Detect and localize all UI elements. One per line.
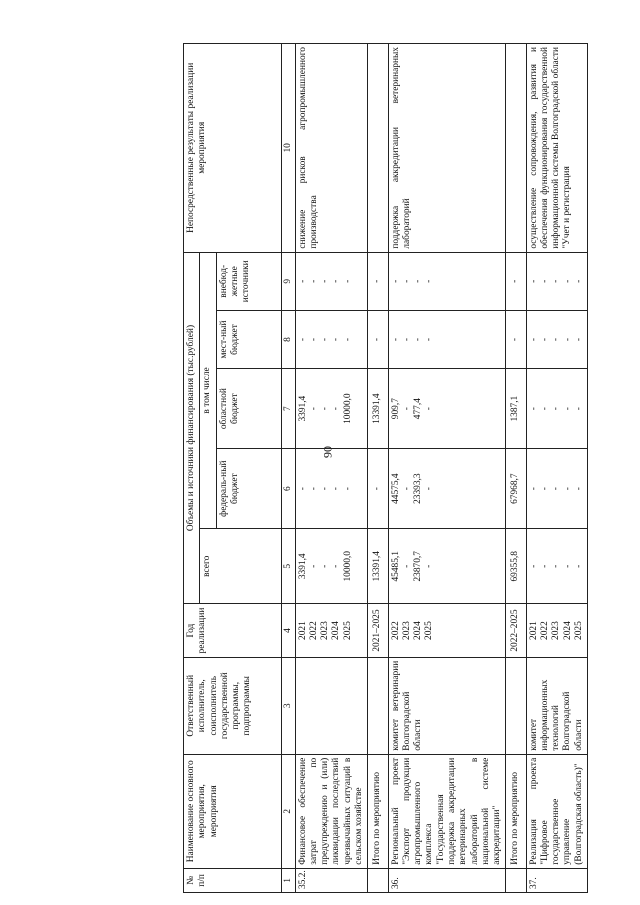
value: - xyxy=(562,337,573,342)
federal-cell xyxy=(388,449,506,529)
value: - xyxy=(539,279,550,283)
value: 23393,3 xyxy=(413,473,424,504)
total-label: Итого по мероприятию xyxy=(368,754,388,868)
value: 3391,4 xyxy=(297,395,308,422)
col-number: 8 xyxy=(281,310,295,368)
year: 2023 xyxy=(551,621,562,640)
value: - xyxy=(401,407,412,411)
extra-cell xyxy=(388,252,506,310)
col-number: 3 xyxy=(281,657,295,754)
total-years: 2021–2025 xyxy=(368,604,388,657)
value: - xyxy=(297,279,308,283)
header-financing: Объемы и источники финансирования (тыс.рублей) xyxy=(184,252,200,604)
table-row-total xyxy=(368,44,388,893)
col-number: 7 xyxy=(281,369,295,449)
value: - xyxy=(342,487,353,491)
col-number: 6 xyxy=(281,449,295,529)
header-local: мест-ный бюджет xyxy=(216,310,281,368)
col-number: 9 xyxy=(281,252,295,310)
value: - xyxy=(413,337,424,342)
header-results: Непосредственные результаты реализации мероприятия xyxy=(184,44,282,253)
result-text: поддержка аккредитации ветеринарных лабораторий xyxy=(388,44,506,253)
federal-cell xyxy=(526,449,587,529)
total-cell xyxy=(295,529,368,604)
value: - xyxy=(401,487,412,491)
value: - xyxy=(297,337,308,342)
value: - xyxy=(551,487,562,491)
total-sum: 69355,8 xyxy=(506,529,526,604)
year: 2025 xyxy=(342,621,353,640)
year: 2024 xyxy=(331,621,342,640)
years-cell xyxy=(388,604,506,657)
column-number-row xyxy=(281,44,295,893)
value: - xyxy=(390,337,401,342)
col-number: 10 xyxy=(281,44,295,253)
activity-name: Региональный проект "Экспорт продукции агропромышленного комплекса "Государственная поддержка аккредитации ветеринарных лабораторий в национальной системе аккредитации" xyxy=(388,754,506,868)
value: - xyxy=(573,564,584,568)
header-regional: областной бюджет xyxy=(216,369,281,449)
value: - xyxy=(539,564,550,568)
value: - xyxy=(539,337,550,342)
header-name: Наименование основного мероприятия, мероприятия xyxy=(184,754,282,868)
total-regional: 13391,4 xyxy=(368,369,388,449)
year: 2024 xyxy=(562,621,573,640)
total-regional: 1387,1 xyxy=(506,369,526,449)
value: - xyxy=(401,279,412,283)
result-text: осуществление сопровождения, развития и обеспечения функционирования государственной информационной системы Волгоградской области "Учет и регистрация xyxy=(526,44,587,253)
header-total: всего xyxy=(200,529,281,604)
value: - xyxy=(528,487,539,491)
total-years: 2022–2025 xyxy=(506,604,526,657)
value: - xyxy=(308,337,319,342)
responsible: комитет ветеринарии Волгоградской области xyxy=(388,657,506,754)
col-number: 2 xyxy=(281,754,295,868)
rotated-table-container xyxy=(183,43,628,893)
total-extra: - xyxy=(506,252,526,310)
col-number: 1 xyxy=(281,868,295,892)
value: - xyxy=(320,487,331,491)
value: - xyxy=(528,279,539,283)
responsible: комитет информационных технологий Волгоградской области xyxy=(526,657,587,754)
value: 45485,1 xyxy=(390,551,401,582)
col-number: 5 xyxy=(281,529,295,604)
value: - xyxy=(331,407,342,411)
local-cell xyxy=(295,310,368,368)
value: - xyxy=(320,337,331,342)
value: - xyxy=(413,279,424,283)
year: 2021 xyxy=(528,621,539,640)
years-cell xyxy=(295,604,368,657)
value: 44575,4 xyxy=(390,473,401,504)
regional-cell xyxy=(295,369,368,449)
value: - xyxy=(424,337,435,342)
value: - xyxy=(573,487,584,491)
extra-cell xyxy=(526,252,587,310)
value: - xyxy=(308,564,319,568)
year: 2021 xyxy=(297,621,308,640)
value: - xyxy=(424,279,435,283)
year: 2023 xyxy=(320,621,331,640)
activity-name: Реализация проекта "Цифровое государственное управление (Волгоградская область)" xyxy=(526,754,587,868)
year: 2023 xyxy=(401,621,412,640)
total-label: Итого по мероприятию xyxy=(506,754,526,868)
value: - xyxy=(331,279,342,283)
row-number: 37. xyxy=(526,868,587,892)
value: - xyxy=(551,337,562,342)
value: - xyxy=(342,337,353,342)
header-num: № п/п xyxy=(184,868,282,892)
value: - xyxy=(331,337,342,342)
result-text: снижение рисков агропромышленного производства xyxy=(295,44,368,253)
value: - xyxy=(551,564,562,568)
program-table xyxy=(183,43,588,893)
row-number: 35.2. xyxy=(295,868,368,892)
value: - xyxy=(297,487,308,491)
responsible xyxy=(295,657,368,754)
activity-name: Финансовое обеспечение затрат по предупреждению и (или) ликвидации последствий чрезвычайных ситуаций в сельском хозяйстве xyxy=(295,754,368,868)
value: 23870,7 xyxy=(413,551,424,582)
header-year: Год реализации xyxy=(184,604,282,657)
value: - xyxy=(573,407,584,411)
year: 2025 xyxy=(573,621,584,640)
total-cell xyxy=(526,529,587,604)
total-extra: - xyxy=(368,252,388,310)
federal-cell xyxy=(295,449,368,529)
table-row xyxy=(295,44,368,893)
value: - xyxy=(424,487,435,491)
value: - xyxy=(308,279,319,283)
year: 2022 xyxy=(308,621,319,640)
value: - xyxy=(331,564,342,568)
year: 2024 xyxy=(413,621,424,640)
table-row-total xyxy=(506,44,526,893)
col-number: 4 xyxy=(281,604,295,657)
years-cell xyxy=(526,604,587,657)
header-responsible: Ответственный исполнитель, соисполнитель государственной программы, подпрограммы xyxy=(184,657,282,754)
table-row xyxy=(526,44,587,893)
local-cell xyxy=(526,310,587,368)
value: - xyxy=(424,407,435,411)
value: - xyxy=(331,487,342,491)
value: - xyxy=(308,407,319,411)
value: - xyxy=(551,407,562,411)
value: - xyxy=(573,279,584,283)
year: 2022 xyxy=(539,621,550,640)
total-local: - xyxy=(506,310,526,368)
value: - xyxy=(573,337,584,342)
table-row xyxy=(388,44,506,893)
value: - xyxy=(528,564,539,568)
header-extra: внебюд-жетные источники xyxy=(216,252,281,310)
header-including: в том числе xyxy=(200,252,216,529)
local-cell xyxy=(388,310,506,368)
header-federal: федераль-ный бюджет xyxy=(216,449,281,529)
total-federal: 67968,7 xyxy=(506,449,526,529)
value: - xyxy=(401,564,412,568)
value: - xyxy=(320,407,331,411)
total-local: - xyxy=(368,310,388,368)
total-federal: - xyxy=(368,449,388,529)
value: - xyxy=(551,279,562,283)
value: - xyxy=(528,407,539,411)
value: - xyxy=(401,337,412,342)
value: - xyxy=(562,487,573,491)
year: 2022 xyxy=(390,621,401,640)
page-number: 90 xyxy=(320,446,335,458)
regional-cell xyxy=(388,369,506,449)
total-sum: 13391,4 xyxy=(368,529,388,604)
extra-cell xyxy=(295,252,368,310)
value: - xyxy=(562,407,573,411)
value: 3391,4 xyxy=(297,553,308,580)
value: 477,4 xyxy=(413,398,424,420)
total-cell xyxy=(388,529,506,604)
value: - xyxy=(562,279,573,283)
value: - xyxy=(320,279,331,283)
value: 909,7 xyxy=(390,398,401,420)
value: 10000,0 xyxy=(342,393,353,424)
value: 10000,0 xyxy=(342,551,353,582)
value: - xyxy=(320,564,331,568)
value: - xyxy=(390,279,401,283)
value: - xyxy=(562,564,573,568)
value: - xyxy=(528,337,539,342)
value: - xyxy=(424,564,435,568)
regional-cell xyxy=(526,369,587,449)
value: - xyxy=(342,279,353,283)
year: 2025 xyxy=(424,621,435,640)
value: - xyxy=(539,487,550,491)
row-number: 36. xyxy=(388,868,506,892)
value: - xyxy=(308,487,319,491)
value: - xyxy=(539,407,550,411)
